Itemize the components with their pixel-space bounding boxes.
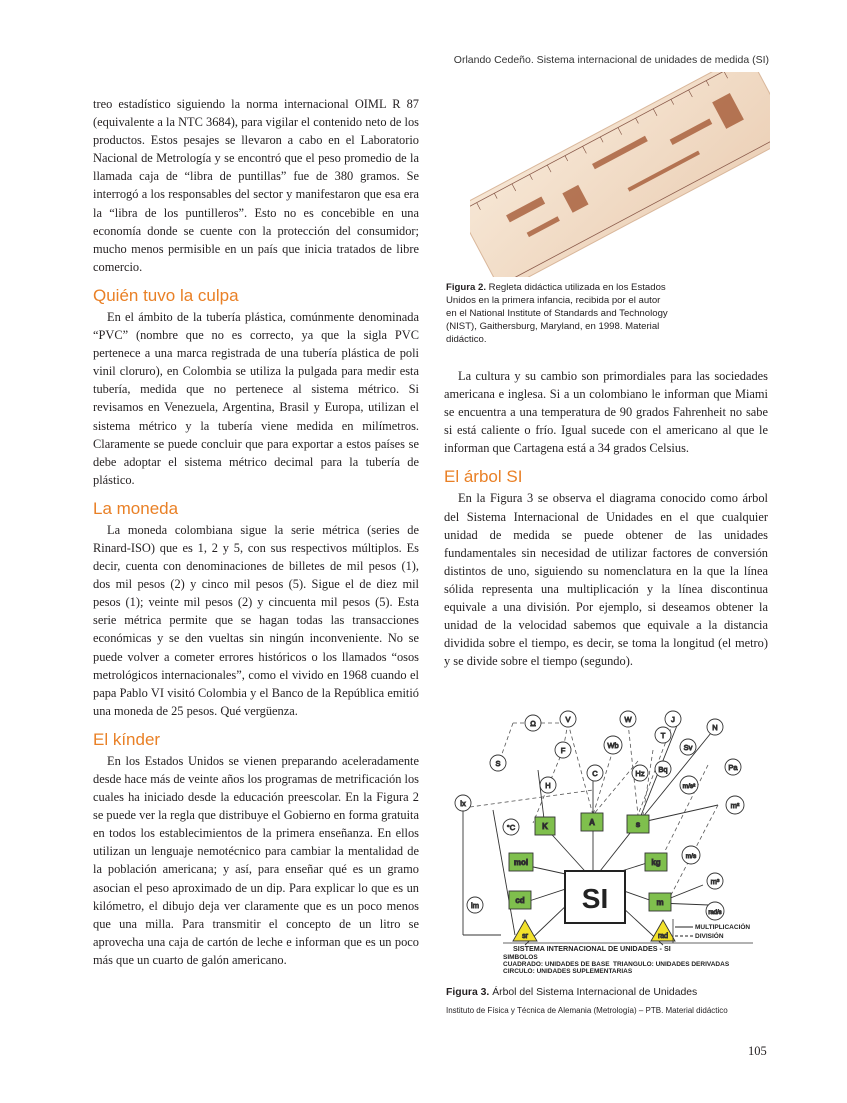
si-center-label: SI <box>581 883 609 914</box>
unit-label: C <box>592 769 598 778</box>
unit-label: F <box>560 746 566 755</box>
paragraph: En los Estados Unidos se vienen preparando aceleradamente desde hace más de veinte años los programas de metrificación los cuales ha iniciado desde la educación preescolar. En la Figura 2 se puede ver la regla que distribuye el Gobierno en forma gratuita en todos los establecimientos de la primera enseñanza. En ellos utilizan un lenguaje nemotécnico para cambiar la mentalidad de la población americana; y así, para enseñar qué es un gramo asocian el peso aproximado de un dip. Para explicar lo que es un kilómetro, el dibujo deja ver claramente que es un poco menos que una milla. Para transmitir el concepto de un litro se aprovecha una caja de cartón de leche e informan que es un poco más que un cuarto de galón americano. <box>93 753 419 967</box>
unit-label: rad/s <box>708 910 722 916</box>
unit-label: H <box>545 781 551 790</box>
figure-3-credit: Instituto de Física y Técnica de Alemania (Metrología) – PTB. Material didáctico <box>446 1006 728 1015</box>
unit-label: sr <box>522 933 528 940</box>
unit-label: Ω <box>530 719 536 728</box>
section-heading: El kínder <box>93 729 161 749</box>
unit-label: m/s <box>685 853 697 860</box>
legend-text: DIVISIÓN <box>695 933 724 940</box>
unit-label: rad <box>657 933 669 940</box>
section-heading: El árbol SI <box>444 467 523 487</box>
paragraph: La cultura y su cambio son primordiales para las sociedades americana e inglesa. Si a un colombiano le informan que Miami se encuentra a una temperatura de 90 grados Fahrenheit no sabe si está caliente o frío. Igual sucede con el americano al que le informan que Cartagena está a 34 grados Celsius. <box>444 369 768 456</box>
unit-label: S <box>495 759 501 768</box>
unit-label: A <box>589 818 595 827</box>
left-column <box>93 95 419 969</box>
unit-label: s <box>635 820 641 829</box>
unit-label: Wb <box>607 741 619 750</box>
legend-text: MULTIPLICACIÓN <box>695 924 751 931</box>
legend-text: CUADRADO: UNIDADES DE BASE <box>503 961 610 968</box>
unit-label: J <box>671 715 675 724</box>
figure-2-ruler-image <box>470 72 770 277</box>
unit-label: Sv <box>683 743 693 752</box>
right-column <box>444 367 768 670</box>
unit-label: m/s² <box>682 783 696 790</box>
unit-label: Hz <box>635 769 645 778</box>
unit-label: W <box>624 715 632 724</box>
figure-2-caption: Figura 2. Regleta didáctica utilizada en los Estados Unidos en la primera infancia, recibida por el autor en el National Institute of Standards and Technology (NIST), Gaithersburg, Maryland, en 1998. Material didáctico. <box>446 282 668 345</box>
unit-label: T <box>660 731 666 740</box>
legend-text: SIMBOLOS <box>503 954 538 961</box>
unit-label: °C <box>506 823 516 832</box>
unit-label: cd <box>515 896 525 905</box>
unit-label: lx <box>460 799 466 808</box>
unit-label: m² <box>730 801 740 810</box>
paragraph: La moneda colombiana sigue la serie métrica (series de Rinard-ISO) que es 1, 2 y 5, con sus respectivos múltiplos. Es decir, cuenta con denominaciones de billetes de mil pesos (1), dos mil pesos (2) y cinco mil pesos (5). Sigue el de diez mil pesos (1); veinte mil pesos (2) y cincuenta mil pesos (5). Esta serie métrica permite que se hagan todas las transacciones económicas y se den vueltas sin ningún inconveniente. No se puede volver a cometer errores históricos o los llamados “osos metrológicos internacionales”, como el vivido en 1968 cuando el papa Pablo VI visitó Colombia y el Banco de la República emitió una moneda de 25 pesos. Qué vergüenza. <box>93 522 419 718</box>
legend-title: SISTEMA INTERNACIONAL DE UNIDADES - SI <box>513 944 671 953</box>
unit-label: mol <box>513 858 529 867</box>
figure-3-caption: Figura 3. Árbol del Sistema Internacional de Unidades <box>446 987 698 998</box>
paragraph: En el ámbito de la tubería plástica, comúnmente denominada “PVC” (nombre que no es correcto, ya que la sigla PVC pertenece a una marca registrada de una tubería plástica de poli vinil cloruro), en Colombia se utiliza la pulgada para medir esta tubería, medida que no pertenece al sistema métrico. Si revisamos en Venezuela, Argentina, Brasil y Europa, utilizan el sistema métrico y la tubería viene medida en milímetros. Claramente se puede concluir que para exportar a estos países se debe adoptar el sistema métrico decimal para la tubería de plástico. <box>93 309 419 487</box>
section-heading: Quién tuvo la culpa <box>93 285 239 305</box>
unit-label: Bq <box>658 765 668 774</box>
figure-3-si-tree <box>453 705 763 975</box>
paragraph: treo estadístico siguiendo la norma internacional OIML R 87 (equivalente a la NTC 3684), para vigilar el contenido neto de los productos. Estos pesajes se llevaron a cabo en el Laboratorio Nacional de Metrología y se encontró que el peso promedio de la llamada caja de “libra de puntillas” fue de 380 gramos. Se interrogó a los responsables del sector y manifestaron que esa era la “libra de los puntilleros”. Esto no es concebible en una economía donde se cuente con la protección del consumidor; mucho menos permisible en un país que inicia tratados de libre comercio. <box>93 97 419 274</box>
unit-label: V <box>565 715 571 724</box>
unit-label: lm <box>471 901 479 910</box>
unit-label: Pa <box>728 763 738 772</box>
unit-label: K <box>542 822 548 831</box>
page-number: 105 <box>748 1044 767 1058</box>
legend-text: TRIANGULO: UNIDADES DERIVADAS <box>613 961 730 968</box>
unit-label: kg <box>651 858 661 867</box>
unit-label: N <box>712 723 718 732</box>
paragraph: En la Figura 3 se observa el diagrama conocido como árbol del Sistema Internacional de Unidades en el que cualquier unidad de medida se puede obtener de las unidades fundamentales sin necesidad de utilizar factores de conversión distintos de uno, siguiendo su nomenclatura en la que la línea sólida representa una multiplicación y la línea discontinua equivale a una división. Por ejemplo, si deseamos obtener la unidad de la velocidad sabemos que equivale a la distancia dividida sobre el tiempo, es decir, se toma la longitud (el metro) y se divide sobre el tiempo (segundo). <box>444 491 768 669</box>
section-heading: La moneda <box>93 498 179 518</box>
running-head: Orlando Cedeño. Sistema internacional de unidades de medida (SI) <box>453 54 769 66</box>
unit-label: m³ <box>710 877 720 886</box>
legend-text: CIRCULO: UNIDADES SUPLEMENTARIAS <box>503 968 633 975</box>
unit-label: m <box>656 898 664 907</box>
